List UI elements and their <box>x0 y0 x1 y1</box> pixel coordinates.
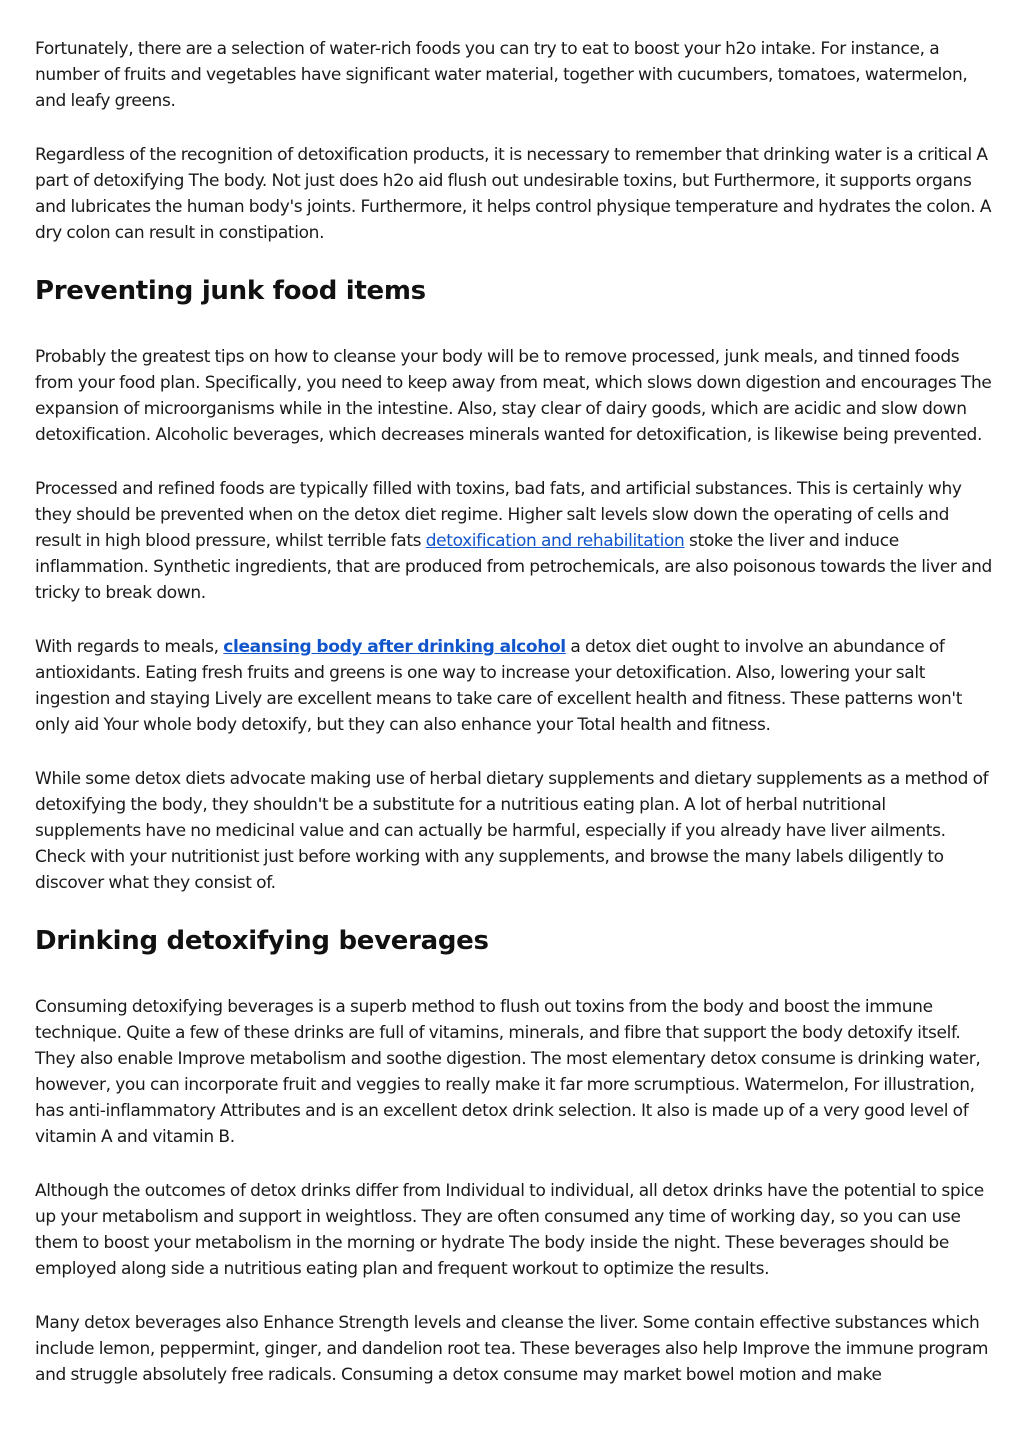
paragraph-text-segment: a detox diet ought to involve an abundance of antioxidants. Eating fresh fruits and greens is one way to increase your detoxification. Also, lowering your salt ingestion and staying Lively are excellent means to take care of excellent health and fitness. These patterns won't only aid Your whole body detoxify, but they can also enhance your Total health and fitness. <box>35 637 963 735</box>
paragraph-herbal-supplements: While some detox diets advocate making use of herbal dietary supplements and dietary supplements as a method of detoxifying the body, they shouldn't be a substitute for a nutritious eating plan. A lot of herbal nutritional supplements have no medicinal value and can actually be harmful, especially if you already have liver ailments. Check with your nutritionist just before working with any supplements, and browse the many labels diligently to discover what they consist of. <box>35 769 989 893</box>
paragraph-meals-antioxidants <box>35 634 995 738</box>
paragraph-detox-drink-outcomes: Although the outcomes of detox drinks differ from Individual to individual, all detox drinks have the potential to spice up your metabolism and support in weightloss. They are often consumed any time of working day, so you can use them to boost your metabolism in the morning or hydrate The body inside the night. These beverages should be employed along side a nutritious eating plan and frequent workout to optimize the results. <box>35 1181 984 1279</box>
paragraph-detox-beverages: Consuming detoxifying beverages is a superb method to flush out toxins from the body and boost the immune technique. Quite a few of these drinks are full of vitamins, minerals, and fibre that support the body detoxify itself. They also enable Improve metabolism and soothe digestion. The most elementary detox consume is drinking water, however, you can incorporate fruit and veggies to really make it far more scrumptious. Watermelon, For illustration, has anti-inflammatory Attributes and is an excellent detox drink selection. It also is made up of a very good level of vitamin A and vitamin B. <box>35 997 981 1147</box>
paragraph-water-rich-foods: Fortunately, there are a selection of water-rich foods you can try to eat to boost your h2o intake. For instance, a number of fruits and vegetables have significant water material, together with cucumbers, tomatoes, watermelon, and leafy greens. <box>35 39 968 111</box>
link-detoxification-rehabilitation[interactable]: detoxification and rehabilitation <box>425 531 685 551</box>
link-cleansing-body-alcohol[interactable]: cleansing body after drinking alcohol <box>223 637 566 657</box>
paragraph-remove-processed-foods: Probably the greatest tips on how to cleanse your body will be to remove processed, junk meals, and tinned foods from your food plan. Specifically, you need to keep away from meat, which slows down digestion and encourages The expansion of microorganisms while in the intestine. Also, stay clear of dairy goods, which are acidic and slow down detoxification. Alcoholic beverages, which decreases minerals wanted for detoxification, is likewise being prevented. <box>35 347 992 445</box>
paragraph-drinking-water: Regardless of the recognition of detoxification products, it is necessary to remember that drinking water is a critical A part of detoxifying The body. Not just does h2o aid flush out undesirable toxins, but Furthermore, it supports organs and lubricates the human body's joints. Furthermore, it helps control physique temperature and hydrates the colon. A dry colon can result in constipation. <box>35 145 992 243</box>
paragraph-processed-refined-foods <box>35 476 995 606</box>
paragraph-text-segment: stoke the liver and induce inflammation. Synthetic ingredients, that are produced from petrochemicals, are also poisonous towards the liver and tricky to break down. <box>35 531 993 603</box>
paragraph-text-segment: With regards to meals, <box>35 637 224 657</box>
paragraph-detox-energy-liver: Many detox beverages also Enhance Strength levels and cleanse the liver. Some contain effective substances which include lemon, peppermint, ginger, and dandelion root tea. These beverages also help Improve the immune program and struggle absolutely free radicals. Consuming a detox consume may market bowel motion and make <box>35 1313 989 1385</box>
heading-preventing-junk-food: Preventing junk food items <box>35 276 426 306</box>
article-body <box>35 36 995 1416</box>
heading-drinking-detox-beverages: Drinking detoxifying beverages <box>35 926 489 956</box>
paragraph-text-segment: Processed and refined foods are typically filled with toxins, bad fats, and artificial substances. This is certainly why they should be prevented when on the detox diet regime. Higher salt levels slow down the operating of cells and result in high blood pressure, whilst terrible fats <box>35 479 962 551</box>
